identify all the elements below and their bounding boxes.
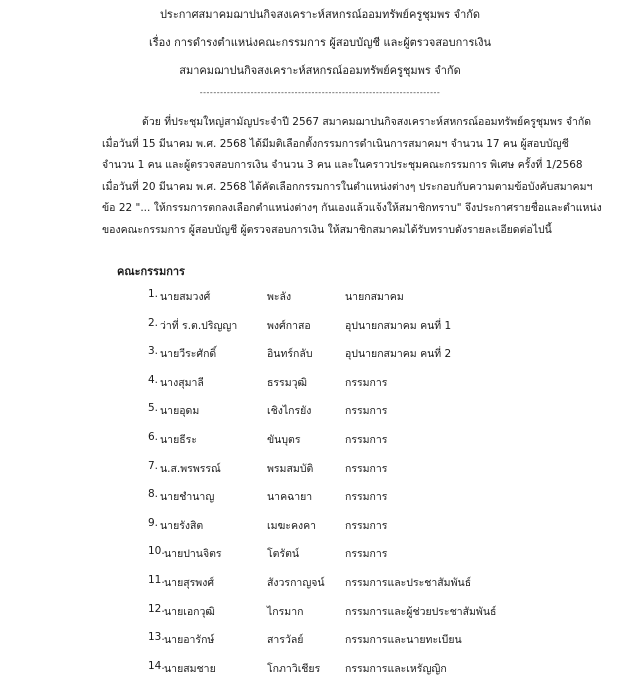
- member-number: 14.: [148, 659, 165, 672]
- announcement-subject: เรื่อง การดำรงตำแหน่งคณะกรรมการ ผู้สอบบัญชี และผู้ตรวจสอบการเงิน: [148, 36, 492, 49]
- member-number: 10.: [148, 545, 165, 558]
- paragraph-line: จำนวน 1 คน และผู้ตรวจสอบการเงิน จำนวน 3 คน และในคราวประชุมคณะกรรมการ พิเศษ ครั้งที่ 1/2568: [102, 159, 583, 172]
- member-row: [148, 345, 628, 374]
- member-last-name: พงศ์กาสอ: [267, 319, 311, 332]
- member-first-name: นายปานจิตร: [164, 548, 222, 561]
- member-row: [148, 488, 628, 517]
- member-first-name: นายรังสิต: [160, 519, 204, 532]
- member-first-name: นายอุดม: [160, 405, 200, 418]
- member-position: นายกสมาคม: [345, 291, 404, 303]
- paragraph-line: ข้อ 22 "... ให้กรรมการตกลงเลือกตำแหน่งต่างๆ กันเองแล้วแจ้งให้สมาชิกทราบ" จึงประกาศรายชื่อและตำแหน่ง: [102, 202, 602, 215]
- member-position: กรรมการ: [345, 491, 388, 504]
- member-position: กรรมการและนายทะเบียน: [345, 634, 462, 647]
- separator-line: -----------------------------------------------------------------------: [199, 88, 441, 97]
- member-number: 2.: [148, 316, 159, 329]
- paragraph-line: เมื่อวันที่ 20 มีนาคม พ.ศ. 2568 ได้คัดเลือกกรรมการในตำแหน่งต่างๆ ประกอบกับความตามข้อบังคับสมาคมฯ: [102, 180, 593, 193]
- paragraph-line: เมื่อวันที่ 15 มีนาคม พ.ศ. 2568 ได้มีมติเลือกตั้งกรรมการดำเนินการสมาคมฯ จำนวน 17 คน ผู้สอบบัญชี: [102, 137, 569, 150]
- member-position: กรรมการ: [345, 548, 388, 561]
- member-first-name: นายชำนาญ: [160, 491, 215, 504]
- member-row: [148, 402, 628, 431]
- member-number: 8.: [148, 488, 159, 501]
- member-row: [148, 574, 628, 603]
- member-position: อุปนายกสมาคม คนที่ 2: [345, 348, 452, 361]
- member-row: [148, 517, 628, 546]
- member-last-name: นาคฉายา: [267, 491, 313, 504]
- member-first-name: นายวีระศักดิ์: [160, 348, 217, 361]
- member-first-name: นายอารักษ์: [164, 634, 215, 647]
- member-row: [148, 660, 628, 688]
- member-number: 6.: [148, 430, 159, 443]
- member-first-name: นายสุรพงศ์: [164, 576, 214, 589]
- member-row: [148, 288, 628, 317]
- member-last-name: เชิงไกรยัง: [267, 405, 312, 418]
- member-first-name: นายสมวงศ์: [160, 291, 211, 303]
- member-row: [148, 317, 628, 346]
- member-position: อุปนายกสมาคม คนที่ 1: [345, 319, 452, 332]
- member-last-name: โตรัตน์: [267, 548, 300, 561]
- member-last-name: พรมสมบัติ: [267, 462, 314, 475]
- member-first-name: ว่าที่ ร.ต.ปริญญา: [160, 319, 238, 332]
- member-position: กรรมการ: [345, 433, 388, 446]
- member-first-name: นายสมชาย: [164, 662, 216, 675]
- member-number: 12.: [148, 602, 165, 615]
- association-name: สมาคมฌาปนกิจสงเคราะห์สหกรณ์ออมทรัพย์ครูชุมพร จำกัด: [179, 64, 461, 77]
- member-last-name: โกภาวิเชียร: [267, 662, 321, 675]
- member-number: 13.: [148, 631, 165, 644]
- member-position: กรรมการและเหรัญญิก: [345, 662, 447, 675]
- member-position: กรรมการ: [345, 462, 388, 475]
- member-number: 7.: [148, 459, 159, 472]
- paragraph-line: ด้วย ที่ประชุมใหญ่สามัญประจำปี 2567 สมาคมฌาปนกิจสงเคราะห์สหกรณ์ออมทรัพย์ครูชุมพร จำกัด: [142, 116, 592, 128]
- member-row: [148, 460, 628, 489]
- member-first-name: นายธีระ: [160, 433, 197, 446]
- member-number: 1.: [148, 288, 159, 300]
- member-number: 4.: [148, 373, 159, 386]
- committee-heading: คณะกรรมการ: [117, 265, 185, 278]
- member-row: [148, 545, 628, 574]
- member-row: [148, 374, 628, 403]
- member-last-name: สารวัลย์: [267, 634, 304, 647]
- member-number: 9.: [148, 516, 159, 529]
- member-last-name: ไกรมาก: [267, 605, 304, 618]
- member-position: กรรมการ: [345, 405, 388, 418]
- member-position: กรรมการและประชาสัมพันธ์: [345, 576, 472, 589]
- member-number: 3.: [148, 345, 159, 358]
- member-row: [148, 431, 628, 460]
- member-row: [148, 631, 628, 660]
- member-last-name: พะลัง: [267, 291, 292, 303]
- committee-member-list: [148, 288, 628, 688]
- member-number: 11.: [148, 573, 165, 586]
- member-last-name: ธรรมวุฒิ: [267, 376, 307, 389]
- member-last-name: สังวรกาญจน์: [267, 576, 325, 589]
- member-position: กรรมการ: [345, 519, 388, 532]
- announcement-title: ประกาศสมาคมฌาปนกิจสงเคราะห์สหกรณ์ออมทรัพย์ครูชุมพร จำกัด: [159, 8, 481, 21]
- member-last-name: อินทร์กลับ: [267, 348, 313, 361]
- member-row: [148, 603, 628, 632]
- member-number: 5.: [148, 402, 159, 415]
- member-last-name: เมฆะคงคา: [267, 519, 317, 532]
- member-first-name: น.ส.พรพรรณ์: [160, 462, 221, 475]
- member-first-name: นายเอกวุฒิ: [164, 605, 215, 618]
- body-paragraph: [102, 112, 622, 242]
- paragraph-line: ของคณะกรรมการ ผู้สอบบัญชี ผู้ตรวจสอบการเงิน ให้สมาชิกสมาคมได้รับทราบดังรายละเอียดต่อไปนี้: [102, 223, 552, 236]
- member-position: กรรมการและผู้ช่วยประชาสัมพันธ์: [345, 605, 497, 618]
- member-first-name: นางสุมาลี: [160, 376, 204, 389]
- member-last-name: ขันบุตร: [267, 433, 301, 446]
- member-position: กรรมการ: [345, 376, 388, 389]
